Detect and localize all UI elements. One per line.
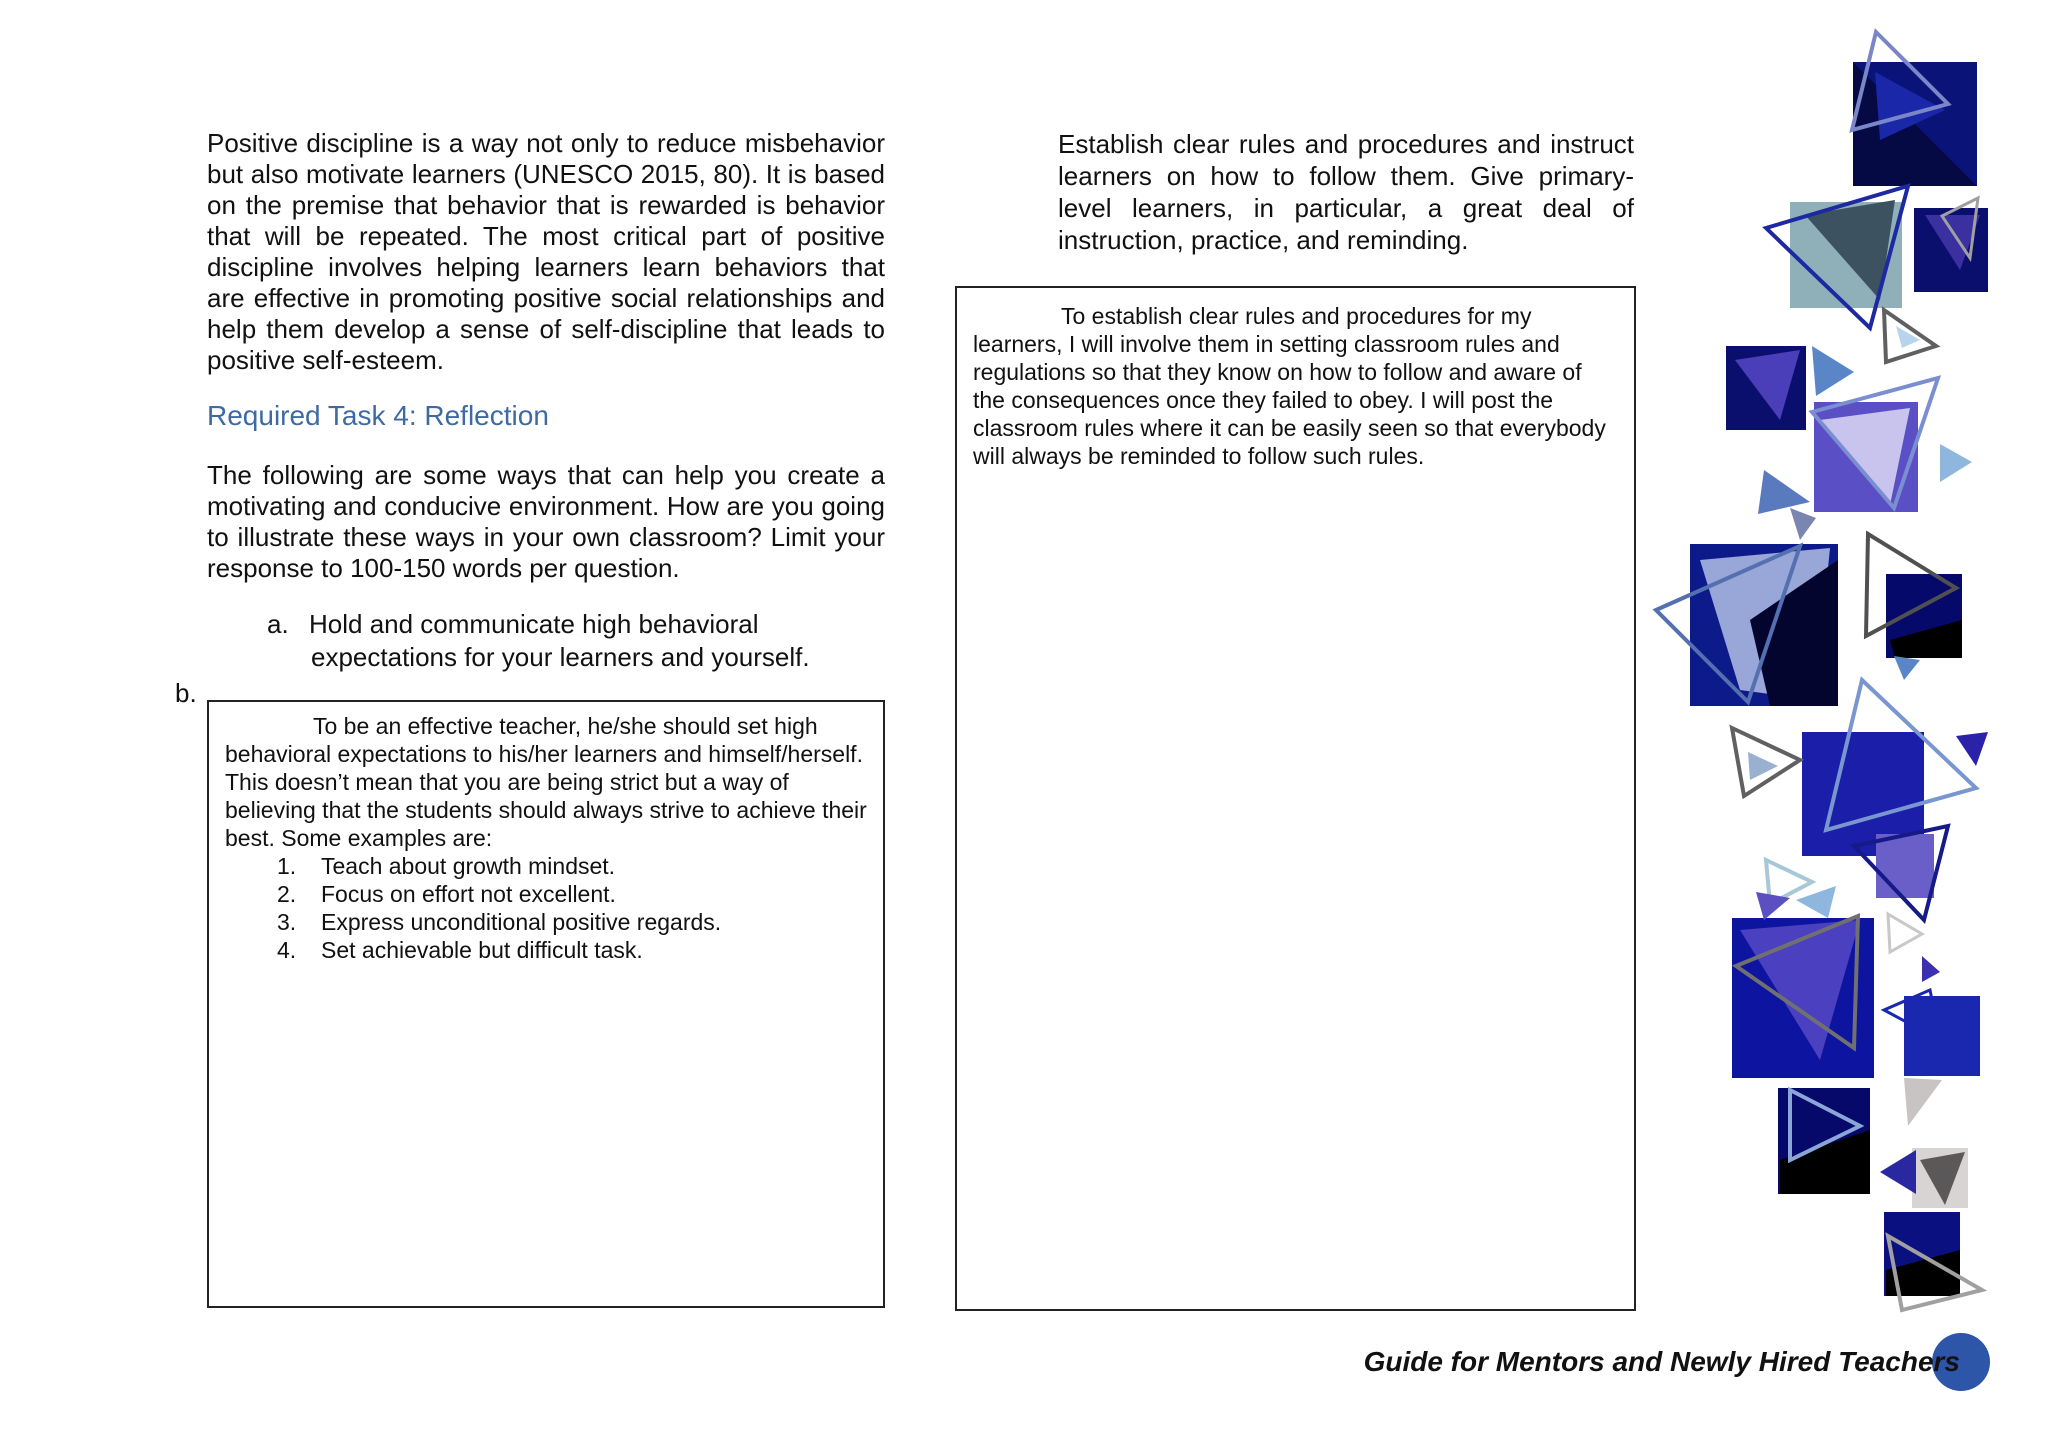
task-intro-paragraph: The following are some ways that can help you create a motivating and conducive environment. How are you going to illustrate these ways in your own classroom? Limit your response to 100-150 words per question.	[207, 460, 885, 583]
item-a-line1: Hold and communicate high behavioral	[309, 609, 759, 639]
list-text: Focus on effort not excellent.	[321, 881, 616, 907]
answer-left-text: To be an effective teacher, he/she should set high behavioral expectations to his/her learners and himself/herself. This doesn’t mean that you are being strict but a way of believing that the students should always strive to achieve their best. Some examples are:	[225, 713, 867, 851]
deco-solid-triangle	[1894, 656, 1920, 680]
list-number: 4.	[277, 937, 297, 963]
list-number: 2.	[277, 881, 297, 907]
deco-solid-triangle	[1896, 326, 1920, 348]
deco-solid-triangle	[1922, 956, 1940, 982]
right-prompt: Establish clear rules and procedures and instruct learners on how to follow them. Give primary-level learners, in particular, a great deal of instruction, practice, and reminding.	[1058, 129, 1634, 255]
list-item	[277, 880, 867, 908]
deco-solid-triangle	[1758, 470, 1810, 514]
left-column	[207, 128, 885, 376]
deco-square	[1876, 834, 1934, 898]
item-a	[267, 608, 867, 674]
list-item	[277, 852, 867, 880]
intro-paragraph: Positive discipline is a way not only to reduce misbehavior but also motivate learners (UNESCO 2015, 80). It is based on the premise that behavior that is rewarded is behavior that will be repeated. The most critical part of positive discipline involves helping learners learn behaviors that are effective in promoting positive social relationships and help them develop a sense of self-discipline that leads to positive self-esteem.	[207, 128, 885, 375]
list-text: Teach about growth mindset.	[321, 853, 616, 879]
deco-solid-triangle	[1956, 732, 1988, 766]
task-intro-block	[207, 460, 885, 584]
answer-right-text: To establish clear rules and procedures for my learners, I will involve them in setting classroom rules and regulations so that they know on how to follow and aware of the consequences once they failed to obey. I will post the classroom rules where it can be easily seen so that everybody will always be reminded to follow such rules.	[973, 303, 1606, 469]
task-heading: Required Task 4: Reflection	[207, 400, 549, 431]
answer-box-left[interactable]	[207, 700, 885, 1308]
deco-solid-triangle	[1904, 1078, 1942, 1126]
deco-solid-triangle	[1790, 508, 1816, 540]
footer-title: Guide for Mentors and Newly Hired Teachers	[1363, 1346, 1960, 1377]
list-item	[277, 936, 867, 964]
deco-square	[1904, 996, 1980, 1076]
list-text: Express unconditional positive regards.	[321, 909, 722, 935]
item-a-marker: a.	[267, 609, 289, 639]
list-item	[277, 908, 867, 936]
list-number: 1.	[277, 853, 297, 879]
deco-solid-triangle	[1796, 886, 1836, 918]
deco-solid-triangle	[1880, 1150, 1916, 1194]
answer-right-paragraph	[973, 302, 1618, 470]
list-number: 3.	[277, 909, 297, 935]
answer-left-paragraph	[225, 712, 867, 852]
answer-box-right[interactable]	[955, 286, 1636, 1311]
item-a-line2: expectations for your learners and yourself.	[311, 642, 810, 672]
decorative-triangles-art	[1640, 0, 2048, 1448]
deco-outline-triangle	[1888, 914, 1922, 952]
list-text: Set achievable but difficult task.	[321, 937, 643, 963]
deco-solid-triangle	[1812, 346, 1854, 396]
deco-solid-triangle	[1940, 444, 1972, 482]
examples-list	[225, 852, 867, 964]
item-b-marker: b.	[175, 678, 197, 708]
